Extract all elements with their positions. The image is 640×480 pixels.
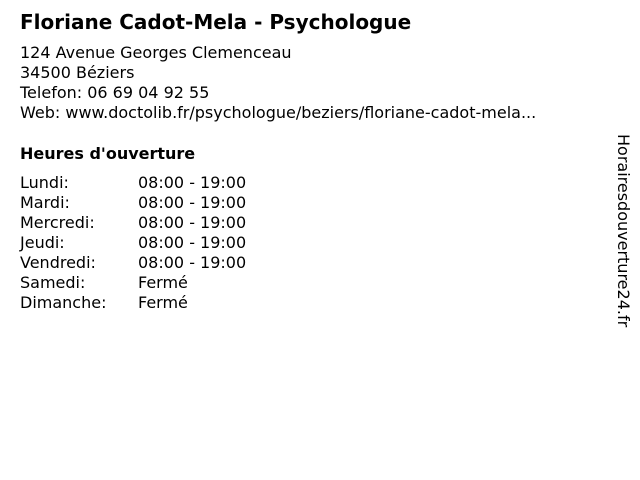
day-label: Dimanche:	[20, 293, 107, 312]
hours-heading: Heures d'ouverture	[20, 144, 196, 163]
time-value: Fermé	[138, 273, 188, 292]
day-label: Vendredi:	[20, 253, 96, 272]
page-title: Floriane Cadot-Mela - Psychologue	[20, 10, 412, 34]
time-value: 08:00 - 19:00	[138, 173, 247, 192]
day-label: Lundi:	[20, 173, 69, 192]
contact-block	[20, 43, 536, 123]
day-label: Jeudi:	[20, 233, 65, 252]
time-value: Fermé	[138, 293, 188, 312]
site-watermark: Horairesdouverture24.fr	[614, 134, 633, 328]
day-label: Samedi:	[20, 273, 86, 292]
phone-line: Telefon: 06 69 04 92 55	[20, 83, 210, 102]
day-label: Mercredi:	[20, 213, 95, 232]
address-street: 124 Avenue Georges Clemenceau	[20, 43, 292, 62]
time-value: 08:00 - 19:00	[138, 213, 247, 232]
time-value: 08:00 - 19:00	[138, 193, 247, 212]
address-city: 34500 Béziers	[20, 63, 135, 82]
web-line: Web: www.doctolib.fr/psychologue/beziers/floriane-cadot-mela...	[20, 103, 537, 122]
day-label: Mardi:	[20, 193, 70, 212]
time-value: 08:00 - 19:00	[138, 253, 247, 272]
time-value: 08:00 - 19:00	[138, 233, 247, 252]
